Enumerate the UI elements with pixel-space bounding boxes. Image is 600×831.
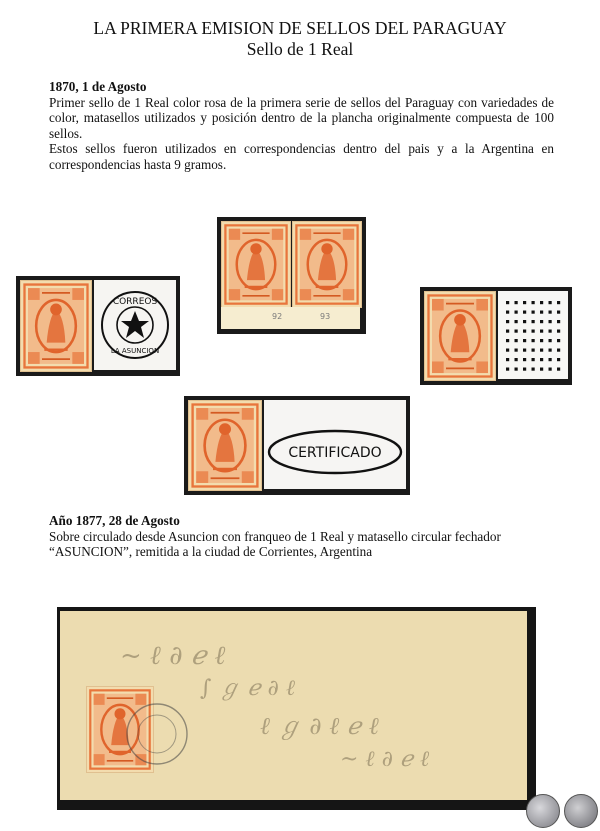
cancel-dot — [523, 320, 526, 323]
cancel-dot — [515, 311, 518, 314]
correos-star-postmark — [94, 280, 176, 370]
position-number-92: 92 — [272, 312, 283, 321]
cancel-dot — [506, 358, 509, 361]
cancel-dot — [532, 330, 535, 333]
cancel-dot — [523, 330, 526, 333]
cancel-dot — [532, 358, 535, 361]
cancel-dot — [549, 311, 552, 314]
cancel-dot — [506, 339, 509, 342]
section-1870-heading: 1870, 1 de Agosto — [49, 79, 147, 94]
cancel-dot — [532, 320, 535, 323]
section-1877-paragraph: Sobre circulado desde Asuncion con franqueo de 1 Real y matasello circular fechador “ASUNCION”, remitida a la ciudad de Corrientes, Argentina — [49, 528, 501, 560]
title-line-1: LA PRIMERA EMISION DE SELLOS DEL PARAGUAY — [93, 18, 507, 38]
cancel-dot — [515, 368, 518, 371]
cancel-dot — [549, 301, 552, 304]
cancel-dot — [515, 339, 518, 342]
section-1870 — [49, 79, 554, 173]
cancel-dot — [549, 330, 552, 333]
cancel-dot — [540, 349, 543, 352]
handwriting-line-4: ~ ℓ ∂ ℯ ℓ — [340, 747, 430, 772]
cancel-dot — [540, 311, 543, 314]
cancel-dot — [557, 339, 560, 342]
cancel-dot — [532, 311, 535, 314]
cancel-dot — [549, 358, 552, 361]
stamp-certificado — [188, 400, 262, 491]
page-title — [0, 18, 600, 60]
dotted-cancel-panel — [498, 291, 568, 379]
cancel-dot — [549, 368, 552, 371]
cancel-dot — [523, 301, 526, 304]
cancel-dot — [540, 330, 543, 333]
stamp-image — [293, 222, 361, 307]
certificado-panel — [264, 400, 406, 489]
cancel-dot — [515, 358, 518, 361]
cancel-dot — [523, 349, 526, 352]
cancel-dot — [557, 358, 560, 361]
stamp-image — [189, 401, 261, 490]
dotted-cancel — [498, 291, 568, 379]
correos-asuncion-text: LA ASUNCION — [110, 347, 160, 355]
cancel-dot — [549, 339, 552, 342]
stamp-correos — [20, 280, 92, 372]
stamp-image — [222, 222, 290, 307]
cancel-dot — [523, 358, 526, 361]
cancel-dot — [532, 349, 535, 352]
cancel-dot — [506, 349, 509, 352]
cancel-dot — [540, 368, 543, 371]
stamp-dotted — [424, 291, 496, 381]
correos-postmark-panel — [94, 280, 176, 370]
stamp-image — [425, 292, 495, 380]
cancel-dot — [532, 339, 535, 342]
handwriting-line-3: ℓ ℊ ∂ ℓ ℯ ℓ — [260, 712, 379, 740]
cancel-dot — [549, 349, 552, 352]
section-1877-heading: Año 1877, 28 de Agosto — [49, 513, 180, 528]
stamp-pair-left — [221, 221, 291, 308]
cover-envelope — [60, 611, 527, 800]
title-line-2: Sello de 1 Real — [246, 39, 354, 59]
cancel-dot — [523, 368, 526, 371]
certificado-postmark — [264, 400, 406, 489]
cancel-dot — [515, 330, 518, 333]
cancel-dot — [557, 311, 560, 314]
cancel-dot — [540, 301, 543, 304]
cancel-dot — [557, 301, 560, 304]
correos-text: CORREOS — [112, 297, 158, 307]
cancel-dot — [506, 301, 509, 304]
cancel-dot — [557, 368, 560, 371]
cancel-dot — [506, 320, 509, 323]
cancel-dot — [506, 368, 509, 371]
stamp-image — [21, 281, 91, 371]
cancel-dot — [557, 320, 560, 323]
cancel-dot — [549, 320, 552, 323]
cancel-dot — [540, 320, 543, 323]
cancel-dot — [540, 339, 543, 342]
cancel-dot — [540, 358, 543, 361]
cancel-dot — [557, 330, 560, 333]
section-1877 — [49, 513, 554, 560]
section-1870-paragraph-1: Primer sello de 1 Real color rosa de la primera serie de sellos del Paraguay con variedades de color, matasellos utilizados y posición dentro de la plancha originalmente compuesta de 100 sellos. — [49, 94, 554, 141]
stamp-pair-right — [292, 221, 362, 308]
section-1870-paragraph-2: Estos sellos fueron utilizados en correspondencias dentro del pais y a la Argentina en correspondencias hasta 9 gramos. — [49, 141, 554, 172]
exhibitor-seal-left-icon — [526, 794, 560, 828]
handwriting-line-1: ~ ℓ ∂ ℯ ℓ — [120, 641, 226, 671]
cancel-dot — [532, 368, 535, 371]
cancel-dot — [515, 320, 518, 323]
position-number-93: 93 — [320, 312, 331, 321]
cancel-dot — [506, 311, 509, 314]
certificado-text: CERTIFICADO — [288, 445, 382, 461]
pair-margin — [221, 307, 360, 329]
cancel-dot — [515, 301, 518, 304]
cancel-dot — [506, 330, 509, 333]
handwriting-line-2: ∫ ℊ ℯ ∂ ℓ — [200, 676, 295, 701]
cancel-dot — [515, 349, 518, 352]
exhibitor-seal-right-icon — [564, 794, 598, 828]
cancel-dot — [532, 301, 535, 304]
asuncion-circular-postmark — [122, 699, 192, 769]
cancel-dot — [523, 339, 526, 342]
cancel-dot — [557, 349, 560, 352]
cancel-dot — [523, 311, 526, 314]
